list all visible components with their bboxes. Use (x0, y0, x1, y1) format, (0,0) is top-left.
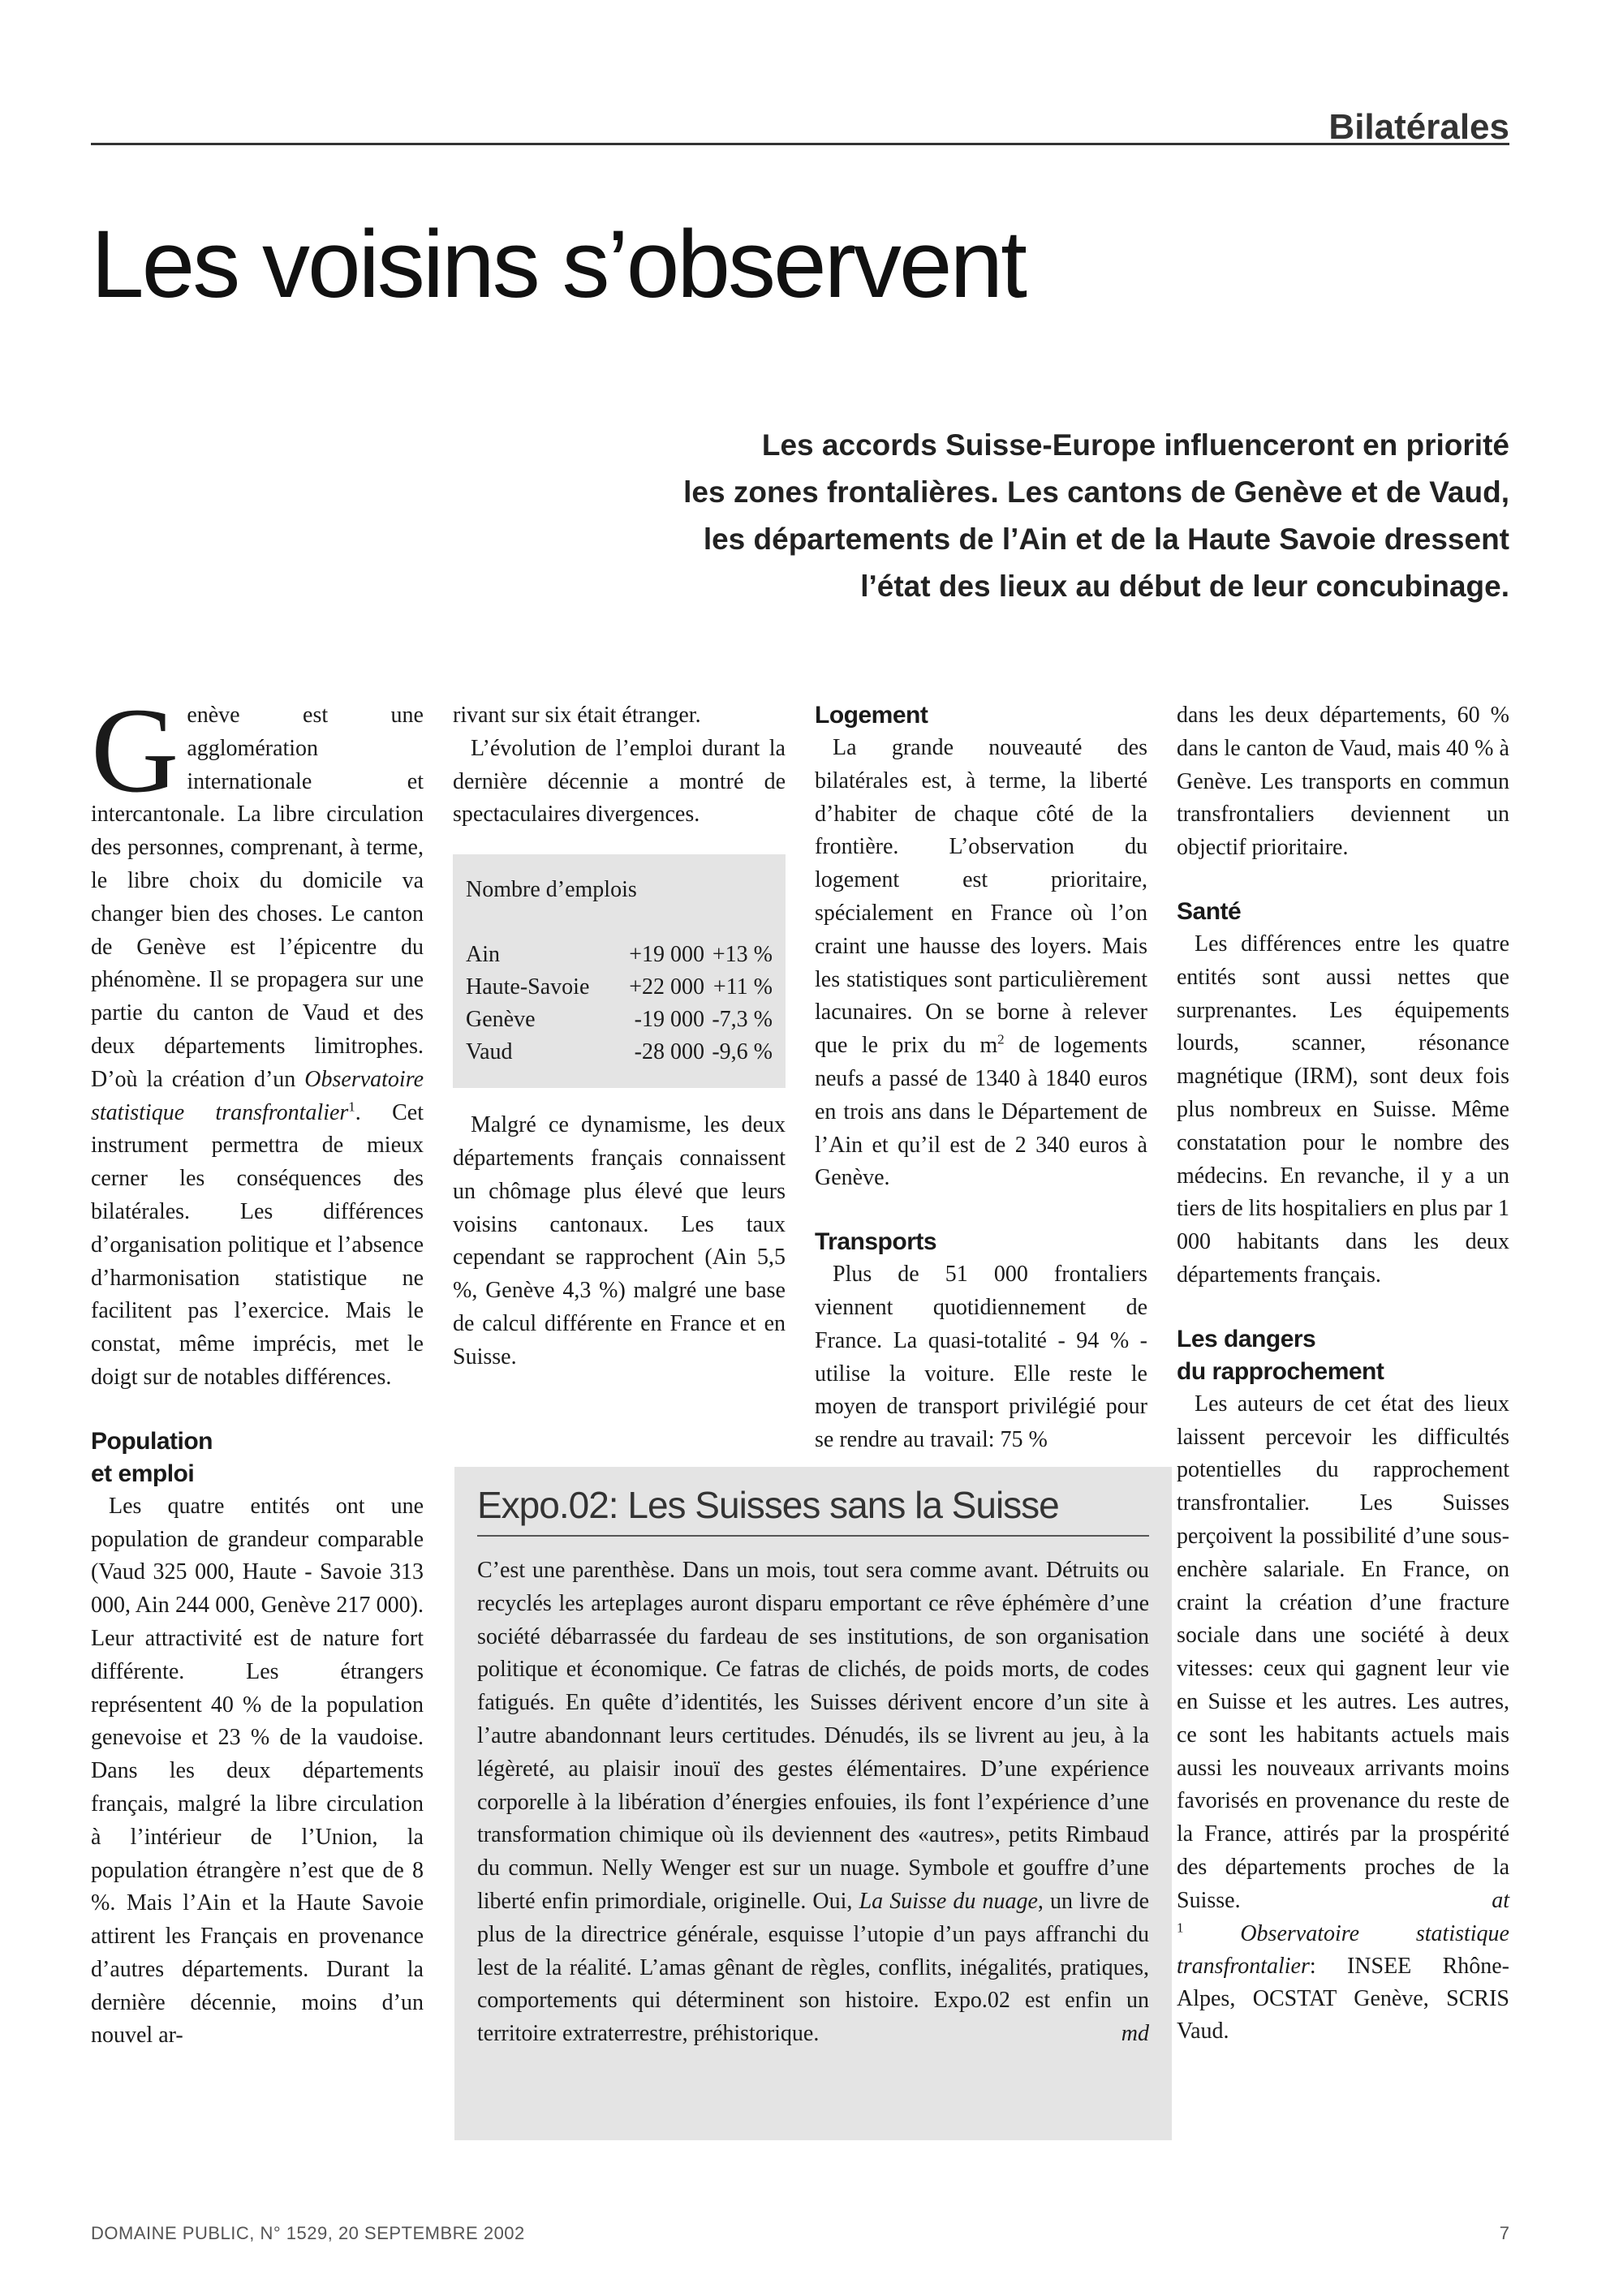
expo-sidebar (454, 1467, 1172, 2140)
subhead-population (91, 1425, 424, 1490)
logement-text: La grande nouveauté des bilatérales est, à terme, la liberté d’habiter de chaque côté de la frontière. L’observation du logement est prioritaire, spécialement en France où l’on craint une hausse des loyers. Mais les statistiques sont particulièrement lacunaires. On se borne à relever que le prix du m (815, 735, 1147, 1059)
column-4 (1177, 699, 1509, 2048)
observatoire-name: Observatoire statistique transfrontalier (91, 1066, 424, 1125)
footnote-text: : INSEE Rhône-Alpes, OCSTAT Genève, SCRIS Vaud. (1177, 1953, 1509, 2044)
subhead-line: du rapprochement (1177, 1357, 1384, 1385)
jobs-box (453, 854, 786, 1088)
subhead-logement: Logement (815, 702, 928, 729)
lead-line: l’état des lieux au début de leur concubinage. (860, 570, 1509, 603)
signature-md: md (1121, 2021, 1149, 2047)
article-lead (454, 422, 1509, 610)
jobs-table (466, 939, 773, 1068)
drop-cap: G (91, 683, 179, 818)
jobs-row (466, 1004, 773, 1036)
column-3 (815, 699, 1147, 1457)
article-title: Les voisins s’observent (91, 211, 1025, 318)
footnote (1177, 1918, 1509, 2048)
intro-text: enève est une agglomération internationale et intercantonale. La libre circulation des personnes, comprenant, à terme, le libre choix du domicile va changer bien des choses. Le canton de Genève est l’épicentre du phénomène. Il se propagera sur une partie du canton de Vaud et des deux départements limitrophes. D’où la création d’un (91, 703, 424, 1092)
header-rule (91, 143, 1509, 145)
expo-text-end: , un livre de plus de la directrice générale, esquisse l’utopie d’un pays affranchi du lest de la réalité. L’amas gênant de règles, conflits, inégalités, pratiques, comportements qui déterminent son histoire. Expo.02 est enfin un territoire extraterrestre, préhistorique. (477, 1888, 1150, 2047)
subhead-line: et emploi (91, 1460, 195, 1487)
lead-line: les zones frontalières. Les cantons de Genève et de Vaud, (683, 475, 1509, 509)
subhead-dangers (1177, 1323, 1509, 1388)
logement-paragraph (815, 732, 1147, 1195)
jobs-region-cell: Genève (466, 1007, 536, 1033)
continuation-paragraph: dans les deux départements, 60 % dans le canton de Vaud, mais 40 % à Genève. Les transports en commun transfrontaliers deviennent un objectif prioritaire. (1177, 703, 1509, 861)
column-2 (453, 699, 786, 1374)
subhead-line: Les dangers (1177, 1325, 1316, 1352)
expo-text (477, 1554, 1149, 2051)
book-title: La Suisse du nuage (859, 1888, 1038, 1914)
jobs-region-cell: Haute-Savoie (466, 974, 590, 1000)
jobs-row (466, 971, 773, 1004)
continuation-paragraph: rivant sur six était étranger. (453, 703, 701, 728)
subhead-sante: Santé (1177, 897, 1242, 925)
dangers-text: Les auteurs de cet état des lieux laissent percevoir les difficultés potentielles du rapprochement transfrontalier. Les Suisses perçoivent la possibilité d’une sous-enchère salariale. En France, on craint la création d’une fracture sociale dans une société à deux vitesses: ceux qui gagnent leur vie en Suisse et les autres. Les autres, ce sont les habitants actuels mais aussi les nouveaux arrivants moins favorisés en provenance du reste de la France, attirés par la prospérité des départements proches de la Suisse. (1177, 1391, 1509, 1913)
section-label: Bilatérales (1328, 107, 1509, 147)
jobs-region-cell: Ain (466, 942, 500, 968)
page-number: 7 (1499, 2223, 1509, 2243)
evolution-paragraph: L’évolution de l’emploi durant la dernière décennie a montré de spectaculaires divergences. (453, 735, 786, 828)
column-1 (91, 683, 424, 2053)
jobs-pct-cell: -7,3 % (712, 1007, 773, 1033)
jobs-value-cell: +22 000 (629, 974, 704, 1000)
footnote-ref: 1 (348, 1099, 355, 1115)
jobs-pct-cell: +11 % (712, 974, 773, 1000)
lead-line: Les accords Suisse-Europe influenceront en priorité (761, 428, 1509, 462)
dynamism-paragraph: Malgré ce dynamisme, les deux départements français connaissent un chômage plus élevé que leurs voisins cantonaux. Les taux cependant se rapprochent (Ain 5,5 %, Genève 4,3 %) malgré une base de calcul différente en France et en Suisse. (453, 1112, 786, 1369)
transports-paragraph: Plus de 51 000 frontaliers viennent quotidiennement de France. La quasi-totalité - 94 % - utilise la voiture. Elle reste le moyen de transport privilégié pour se rendre au travail: 75 % (815, 1262, 1147, 1453)
logement-text-end: de logements neufs a passé de 1340 à 1840 euros en trois ans dans le Département de l’Ain et qu’il est de 2 340 euros à Genève. (815, 1033, 1147, 1191)
jobs-value-cell: -19 000 (634, 1007, 704, 1033)
signature-at: at (1492, 1887, 1509, 1913)
jobs-value-cell: +19 000 (629, 942, 704, 968)
jobs-pct-cell: +13 % (712, 942, 773, 968)
jobs-row (466, 939, 773, 971)
jobs-value-cell: -28 000 (634, 1039, 704, 1065)
intro-text-end: . Cet instrument permettra de mieux cerner les conséquences des bilatérales. Les différences d’organisation politique et l’absence d’harmonisation statistique ne facilitent pas l’exercice. Mais le constat, même imprécis, met le doigt sur de notables différences. (91, 1099, 424, 1390)
jobs-title: Nombre d’emplois (466, 877, 637, 903)
footer-publication: DOMAINE PUBLIC, N° 1529, 20 SEPTEMBRE 2002 (91, 2223, 525, 2243)
subhead-transports: Transports (815, 1228, 937, 1256)
footnote-title: Observatoire statistique transfrontalier (1177, 1920, 1509, 1979)
dangers-paragraph (1177, 1388, 1509, 1918)
footnote-number: 1 (1177, 1920, 1184, 1936)
expo-text-body: C’est une parenthèse. Dans un mois, tout sera comme avant. Détruits ou recyclés les arteplages auront disparu emportant ce rêve éphémère d’une société débarrassée du fardeau de ses institutions, de son organisation politique et économique. Ce fatras de clichés, de poids morts, de codes fatigués. En quête d’identités, les Suisses dérivent encore d’un site à l’autre abandonnant leurs certitudes. Dénudés, ils se livrent au jeu, à la légèreté, au plaisir inouï des gestes élémentaires. D’une expérience corporelle à la libération d’énergies enfouies, ils font l’expérience d’une transformation chimique où ils deviennent des «autres», petits Rimbaud du commun. Nelly Wenger est sur un nuage. Symbole et gouffre d’une liberté enfin primordiale, originelle. Oui, (477, 1558, 1149, 1914)
subhead-line: Population (91, 1427, 213, 1455)
jobs-row (466, 1036, 773, 1068)
sante-paragraph: Les différences entre les quatre entités sont aussi nettes que surprenantes. Les équipements lourds, scanner, résonance magnétique (IRM), sont deux fois plus nombreux en Suisse. Même constatation pour le nombre des médecins. En revanche, il y a un tiers de lits hospitaliers en plus par 1 000 habitants dans les deux départements français. (1177, 931, 1509, 1288)
jobs-region-cell: Vaud (466, 1039, 513, 1065)
population-paragraph: Les quatre entités ont une population de grandeur comparable (Vaud 325 000, Haute - Savoie 313 000, Ain 244 000, Genève 217 000). Leur attractivité est de nature fort différente. Les étrangers représentent 40 % de la population genevoise et 23 % de la vaudoise. Dans les deux départements français, malgré la libre circulation à l’intérieur de l’Union, la population étrangère n’est que de 8 %. Mais l’Ain et la Haute Savoie attirent les Français en provenance d’autres départements. Durant la dernière décennie, moins d’un nouvel ar- (91, 1493, 424, 2049)
jobs-pct-cell: -9,6 % (712, 1039, 773, 1065)
lead-line: les départements de l’Ain et de la Haute Savoie dressent (703, 522, 1509, 556)
intro-paragraph (91, 683, 424, 1395)
expo-title: Expo.02: Les Suisses sans la Suisse (477, 1467, 1149, 1537)
square-meter-sup: 2 (997, 1031, 1005, 1047)
